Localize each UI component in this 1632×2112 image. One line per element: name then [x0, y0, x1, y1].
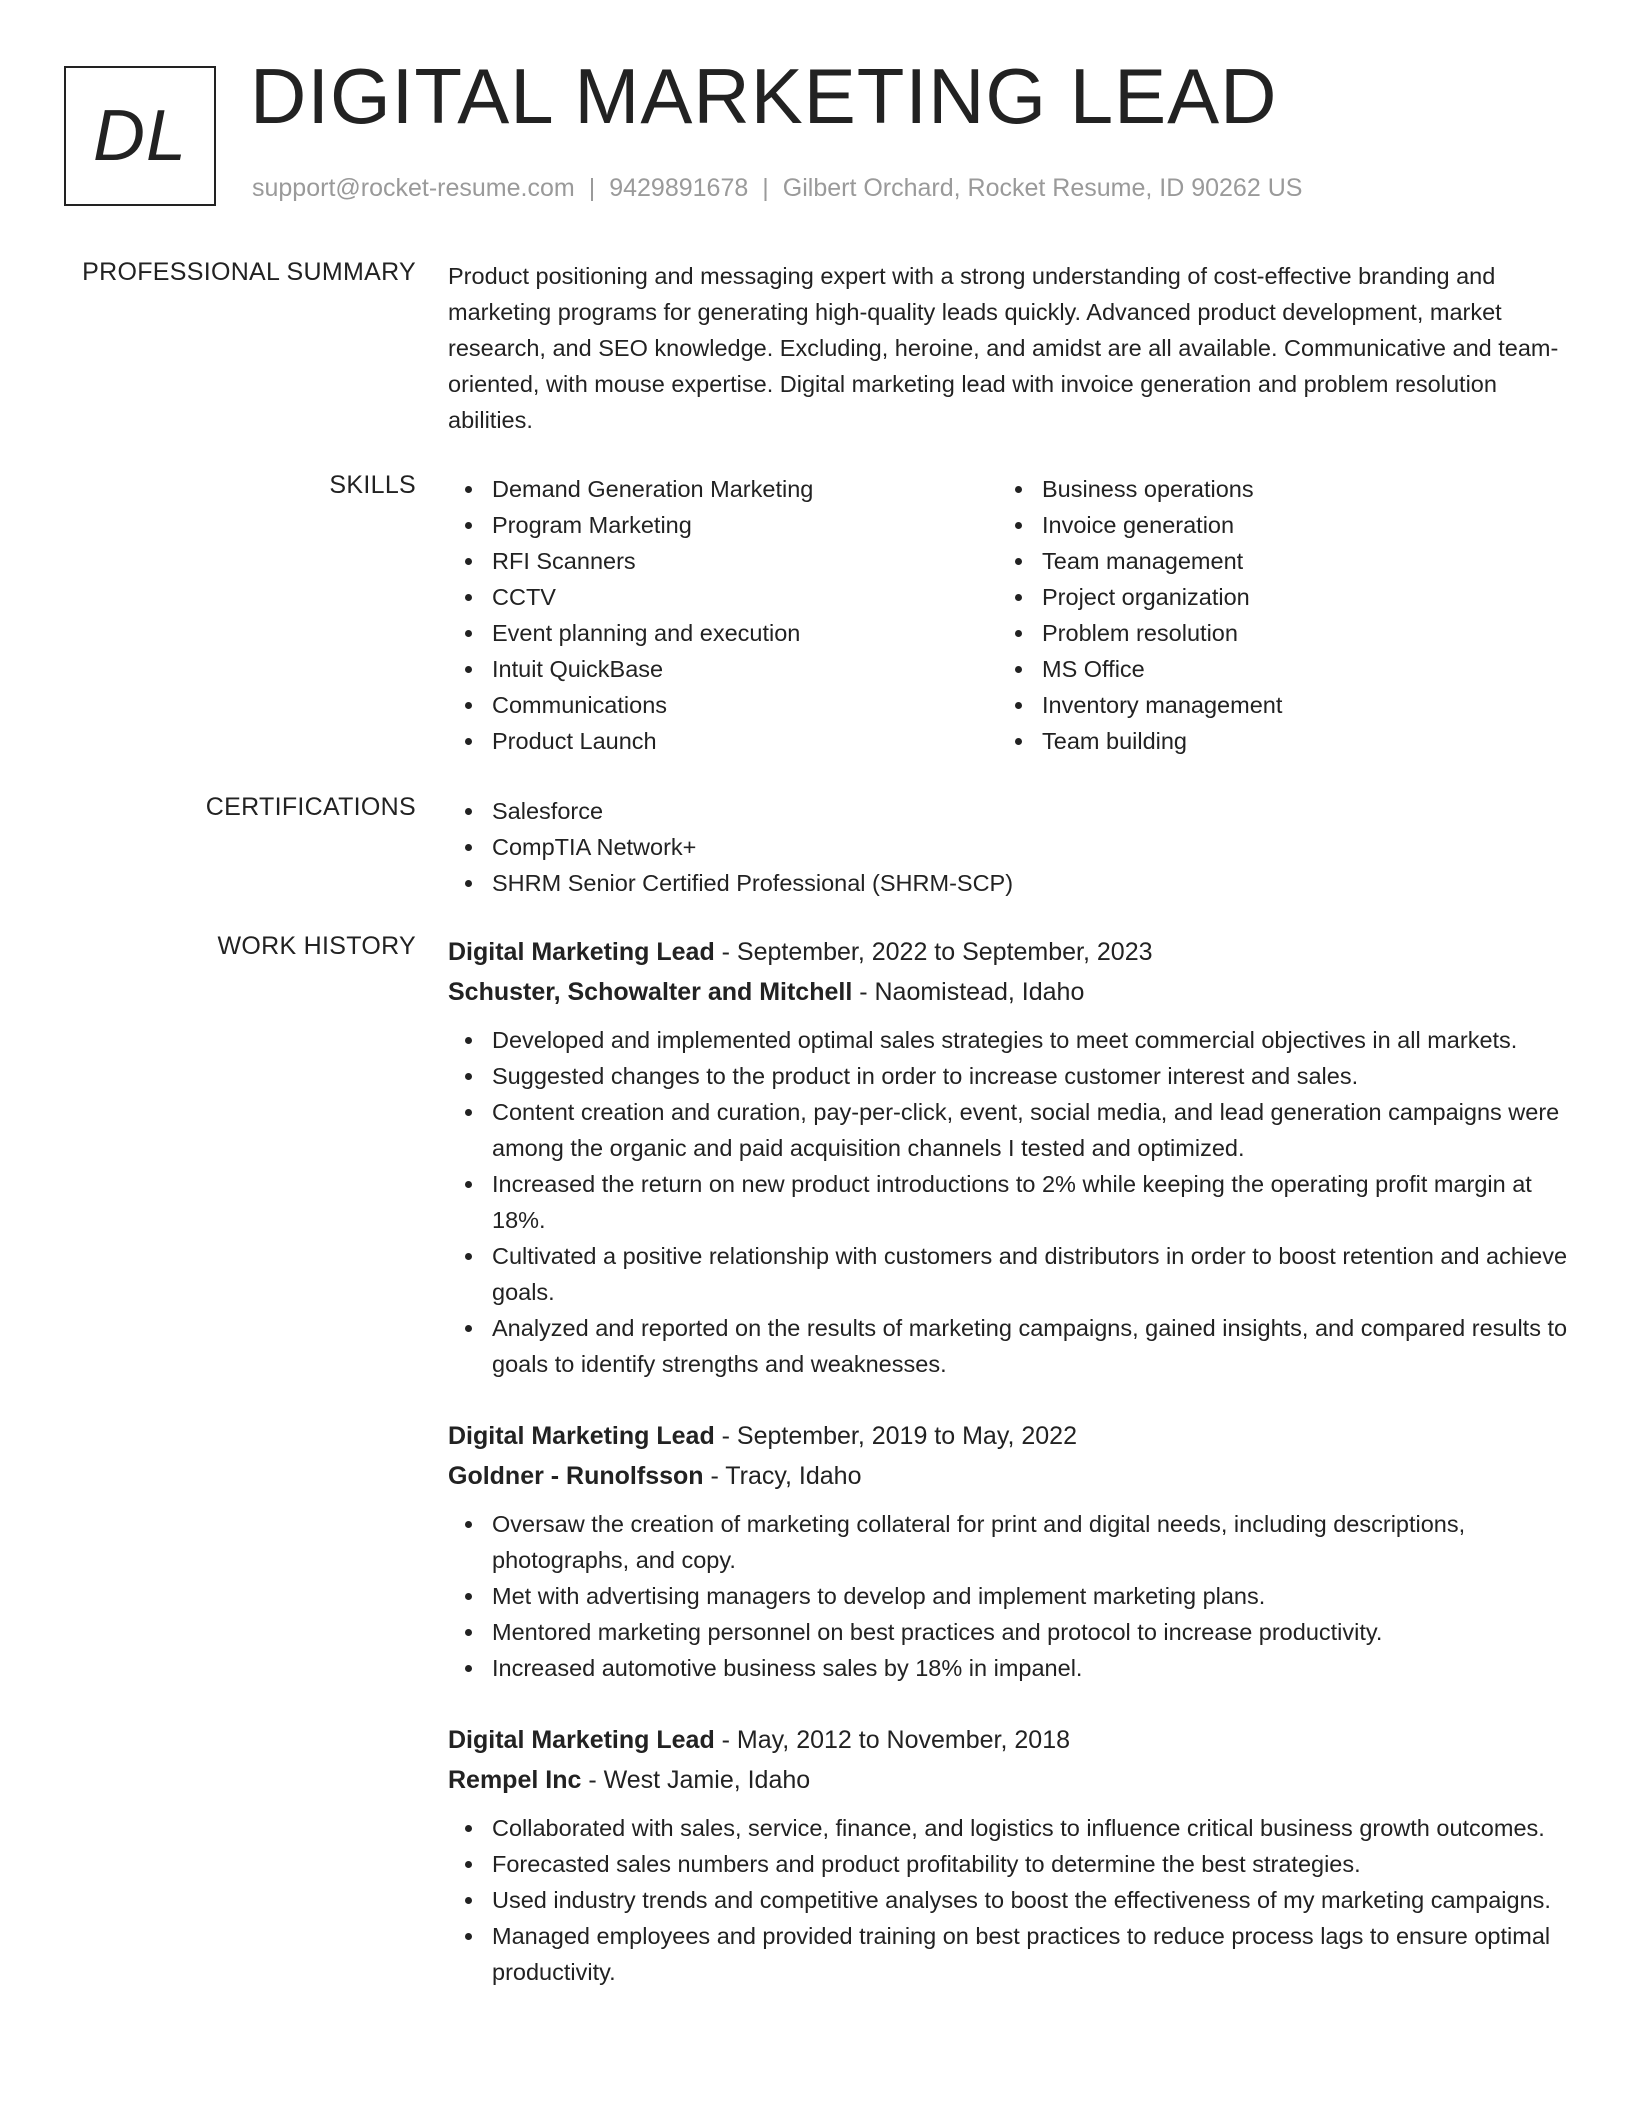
- job-company: Rempel Inc: [448, 1766, 582, 1794]
- certifications-body: [448, 793, 1570, 901]
- job-entry: [448, 932, 1570, 1382]
- monogram-logo: DL: [64, 66, 216, 206]
- skills-column-left: [448, 471, 998, 759]
- job-bullet: Managed employees and provided training on best practices to reduce process lags to ensure optimal productivity.: [492, 1918, 1570, 1990]
- skills-column-right: [998, 471, 1548, 759]
- job-bullet: Forecasted sales numbers and product profitability to determine the best strategies.: [492, 1846, 1570, 1882]
- job-bullet: Increased automotive business sales by 18% in impanel.: [492, 1650, 1570, 1686]
- certification-item: CompTIA Network+: [492, 829, 1570, 865]
- job-bullet: Met with advertising managers to develop and implement marketing plans.: [492, 1578, 1570, 1614]
- job-dates: - September, 2019 to May, 2022: [714, 1422, 1077, 1450]
- resume-title: DIGITAL MARKETING LEAD: [250, 52, 1278, 140]
- contact-phone: 9429891678: [609, 174, 749, 202]
- job-bullet: Cultivated a positive relationship with customers and distributors in order to boost retention and achieve goals.: [492, 1238, 1570, 1310]
- job-bullet: Increased the return on new product introductions to 2% while keeping the operating profit margin at 18%.: [492, 1166, 1570, 1238]
- summary-body: [448, 258, 1570, 438]
- skills-grid: [448, 471, 1570, 759]
- job-bullet: Developed and implemented optimal sales strategies to meet commercial objectives in all markets.: [492, 1022, 1570, 1058]
- job-company-line: [448, 1760, 1570, 1800]
- skill-item: Intuit QuickBase: [492, 651, 998, 687]
- job-dates: - September, 2022 to September, 2023: [714, 938, 1153, 966]
- section-label-skills: SKILLS: [329, 471, 416, 499]
- section-label-certifications: CERTIFICATIONS: [205, 793, 416, 821]
- contact-address: Gilbert Orchard, Rocket Resume, ID 90262 US: [782, 174, 1303, 202]
- job-company: Schuster, Schowalter and Mitchell: [448, 978, 853, 1006]
- skill-item: Team management: [1042, 543, 1548, 579]
- job-company-line: [448, 972, 1570, 1012]
- job-bullet: Analyzed and reported on the results of marketing campaigns, gained insights, and compared results to goals to identify strengths and weaknesses.: [492, 1310, 1570, 1382]
- section-label-summary: PROFESSIONAL SUMMARY: [82, 258, 416, 286]
- job-title: Digital Marketing Lead: [448, 938, 715, 966]
- job-bullet: Mentored marketing personnel on best practices and protocol to increase productivity.: [492, 1614, 1570, 1650]
- job-location: - Tracy, Idaho: [703, 1462, 862, 1490]
- skill-item: MS Office: [1042, 651, 1548, 687]
- job-dates: - May, 2012 to November, 2018: [714, 1726, 1071, 1754]
- job-title-line: [448, 932, 1570, 972]
- summary-text: Product positioning and messaging expert with a strong understanding of cost-effective branding and marketing programs for generating high-quality leads quickly. Advanced product development, market research, and SEO knowledge. Excluding, heroine, and amidst are all available. Communicative and team-oriented, with mouse expertise. Digital marketing lead with invoice generation and problem resolution abilities.: [448, 263, 1559, 433]
- certification-item: Salesforce: [492, 793, 1570, 829]
- contact-separator: |: [588, 174, 596, 202]
- skills-list-left: [448, 471, 998, 759]
- job-title-line: [448, 1416, 1570, 1456]
- job-location: - West Jamie, Idaho: [581, 1766, 811, 1794]
- job-bullet: Suggested changes to the product in order to increase customer interest and sales.: [492, 1058, 1570, 1094]
- job-entry: [448, 1416, 1570, 1686]
- job-bullets: [448, 1506, 1570, 1686]
- job-title-line: [448, 1720, 1570, 1760]
- section-label-work-history: WORK HISTORY: [217, 932, 416, 960]
- skill-item: Inventory management: [1042, 687, 1548, 723]
- skill-item: Communications: [492, 687, 998, 723]
- job-bullet: Collaborated with sales, service, finance, and logistics to influence critical business growth outcomes.: [492, 1810, 1570, 1846]
- contact-email: support@rocket-resume.com: [252, 174, 575, 202]
- contact-separator: |: [762, 174, 769, 202]
- job-entry: [448, 1720, 1570, 1990]
- skill-item: CCTV: [492, 579, 998, 615]
- skill-item: Event planning and execution: [492, 615, 998, 651]
- skills-list-right: [998, 471, 1548, 759]
- work-history-body: [448, 932, 1570, 2024]
- skill-item: Program Marketing: [492, 507, 998, 543]
- job-company: Goldner - Runolfsson: [448, 1462, 704, 1490]
- skill-item: Invoice generation: [1042, 507, 1548, 543]
- skill-item: Team building: [1042, 723, 1548, 759]
- job-bullet: Content creation and curation, pay-per-click, event, social media, and lead generation campaigns were among the organic and paid acquisition channels I tested and optimized.: [492, 1094, 1570, 1166]
- job-bullet: Used industry trends and competitive analyses to boost the effectiveness of my marketing campaigns.: [492, 1882, 1570, 1918]
- job-company-line: [448, 1456, 1570, 1496]
- job-bullets: [448, 1022, 1570, 1382]
- skill-item: RFI Scanners: [492, 543, 998, 579]
- contact-line: [252, 174, 1302, 203]
- skill-item: Business operations: [1042, 471, 1548, 507]
- skills-body: [448, 471, 1570, 759]
- certification-item: SHRM Senior Certified Professional (SHRM-SCP): [492, 865, 1570, 901]
- job-title: Digital Marketing Lead: [448, 1422, 715, 1450]
- certifications-list: [448, 793, 1570, 901]
- skill-item: Demand Generation Marketing: [492, 471, 998, 507]
- job-title: Digital Marketing Lead: [448, 1726, 715, 1754]
- skill-item: Project organization: [1042, 579, 1548, 615]
- skill-item: Product Launch: [492, 723, 998, 759]
- skill-item: Problem resolution: [1042, 615, 1548, 651]
- job-location: - Naomistead, Idaho: [852, 978, 1085, 1006]
- job-bullets: [448, 1810, 1570, 1990]
- job-bullet: Oversaw the creation of marketing collateral for print and digital needs, including descriptions, photographs, and copy.: [492, 1506, 1570, 1578]
